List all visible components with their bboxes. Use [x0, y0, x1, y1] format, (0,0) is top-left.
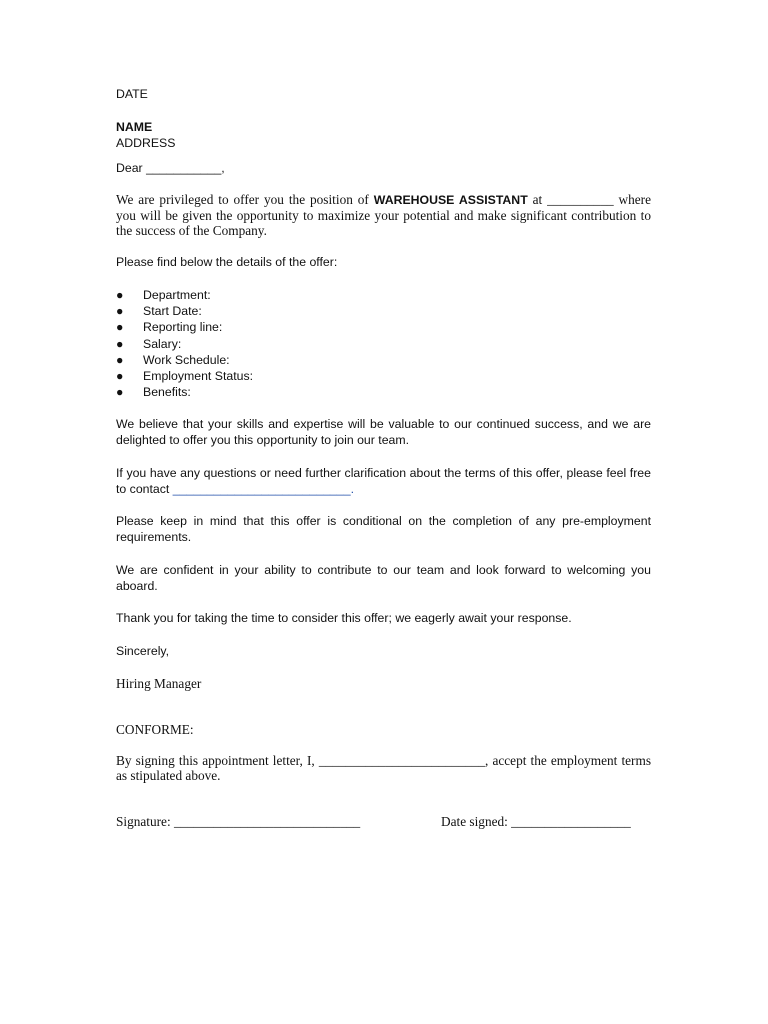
closing-line: Sincerely,	[116, 644, 170, 659]
detail-label: Benefits:	[143, 385, 191, 400]
detail-label: Department:	[143, 288, 211, 302]
questions-text: If you have any questions or need further clarification about the terms of this offer, please feel free to contact	[116, 466, 651, 497]
signing-paragraph: By signing this appointment letter, I, _________________________, accept the employment terms as stipulated above.	[116, 753, 651, 784]
contact-blank: __________________________	[172, 482, 351, 497]
bullet-icon: ●	[116, 304, 124, 319]
details-intro-text: Please find below the details of the offer:	[116, 255, 338, 269]
address-placeholder: ADDRESS	[116, 136, 176, 150]
bullet-icon: ●	[116, 320, 124, 335]
date-placeholder: DATE	[116, 87, 148, 101]
signatory-name: Hiring Manager	[116, 676, 202, 692]
list-item	[116, 287, 651, 303]
detail-label: Start Date:	[143, 304, 202, 319]
salutation-line: Dear ___________,	[116, 161, 225, 175]
confident-paragraph: We are confident in your ability to contribute to our team and look forward to welcoming you aboard.	[116, 563, 651, 594]
intro-paragraph	[116, 192, 651, 238]
thank-you-paragraph: Thank you for taking the time to consider this offer; we eagerly await your response.	[116, 611, 572, 626]
position-title: WAREHOUSE ASSISTANT	[373, 193, 528, 207]
contact-period: .	[350, 482, 354, 497]
list-item	[116, 319, 651, 335]
list-item	[116, 384, 651, 400]
detail-label: Reporting line:	[143, 320, 223, 335]
list-item	[116, 368, 651, 384]
bullet-icon: ●	[116, 336, 124, 351]
detail-label: Work Schedule:	[143, 352, 230, 367]
conforme-heading: CONFORME:	[116, 722, 194, 738]
offer-letter-document	[116, 86, 651, 830]
list-item	[116, 352, 651, 368]
signature-row	[116, 814, 651, 830]
bullet-icon: ●	[116, 368, 124, 383]
questions-paragraph	[116, 465, 651, 497]
list-item	[116, 336, 651, 352]
detail-label: Employment Status:	[143, 368, 254, 383]
name-placeholder: NAME	[116, 120, 153, 134]
bullet-icon: ●	[116, 288, 124, 302]
conditional-paragraph: Please keep in mind that this offer is conditional on the completion of any pre-employment requirements.	[116, 514, 651, 545]
signature-line: Signature: ____________________________	[116, 814, 361, 830]
list-item	[116, 303, 651, 319]
bullet-icon: ●	[116, 385, 124, 400]
intro-text-start: We are privileged to offer you the position of	[116, 192, 374, 207]
detail-label: Salary:	[143, 336, 182, 351]
offer-details-list	[116, 287, 651, 400]
date-signed-line: Date signed: __________________	[441, 814, 631, 830]
believe-paragraph: We believe that your skills and expertise will be valuable to our continued success, and we are delighted to offer you this opportunity to join our team.	[116, 417, 651, 448]
bullet-icon: ●	[116, 352, 124, 367]
intro-text-end: at __________ where you will be given the opportunity to maximize your potential and make significant contribution to the success of the Company.	[116, 192, 652, 238]
